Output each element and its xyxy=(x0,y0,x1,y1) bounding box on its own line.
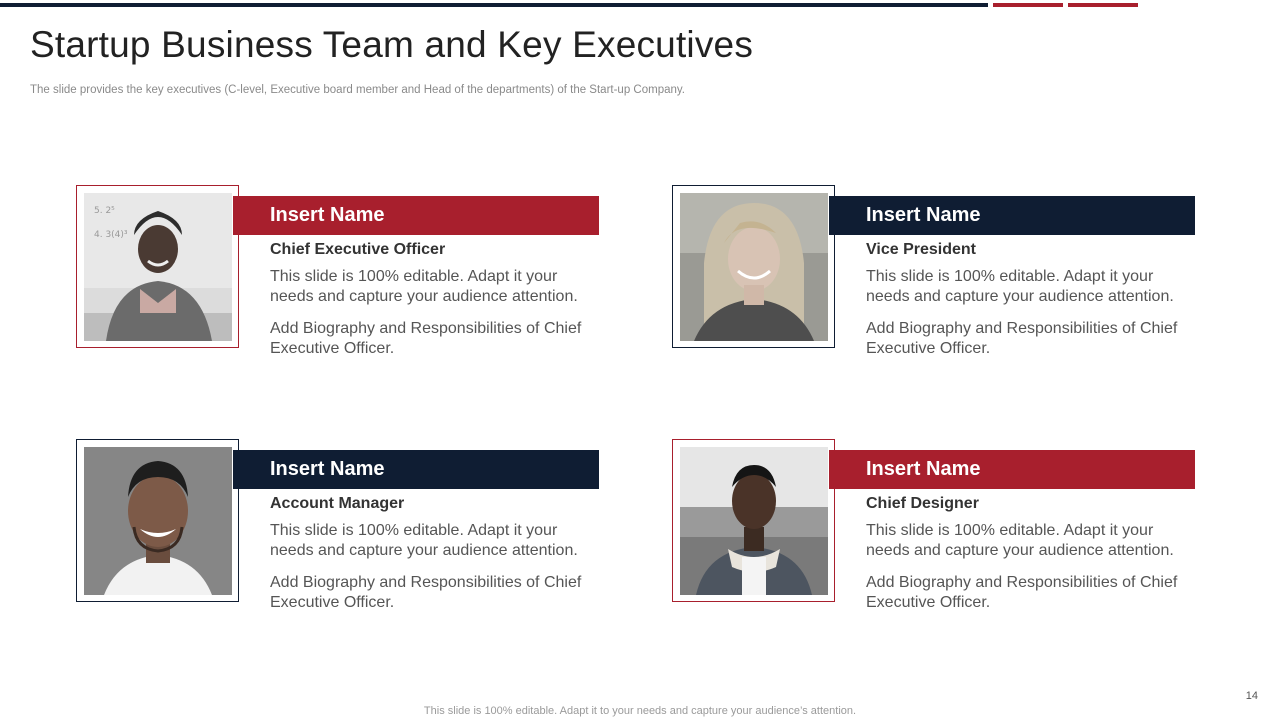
photo-frame xyxy=(76,439,239,602)
executive-name-bar: Insert Name xyxy=(829,450,1195,489)
executive-description: This slide is 100% editable. Adapt it your needs and capture your audience attention. xyxy=(270,522,578,559)
executive-role: Vice President xyxy=(866,241,976,258)
executive-card-chief-designer xyxy=(672,439,1212,609)
top-accent-bar-red xyxy=(1068,3,1138,7)
executive-name-bar: Insert Name xyxy=(233,450,599,489)
footer-note: This slide is 100% editable. Adapt it to your needs and capture your audience’s attention. xyxy=(423,705,857,717)
executive-photo xyxy=(680,447,828,595)
executive-bio: Add Biography and Responsibilities of Chief Executive Officer. xyxy=(270,320,582,357)
photo-frame xyxy=(672,185,835,348)
executive-card-vp xyxy=(672,185,1212,355)
executive-name-bar: Insert Name xyxy=(233,196,599,235)
executive-role: Chief Designer xyxy=(866,495,979,512)
executive-bio: Add Biography and Responsibilities of Chief Executive Officer. xyxy=(866,320,1178,357)
executive-bio: Add Biography and Responsibilities of Chief Executive Officer. xyxy=(270,574,582,611)
executive-photo xyxy=(84,447,232,595)
page-number: 14 xyxy=(1245,690,1258,702)
executive-photo xyxy=(84,193,232,341)
executive-role: Account Manager xyxy=(270,495,405,512)
slide-title: Startup Business Team and Key Executives xyxy=(30,24,754,65)
executive-description: This slide is 100% editable. Adapt it your needs and capture your audience attention. xyxy=(866,268,1174,305)
executive-description: This slide is 100% editable. Adapt it your needs and capture your audience attention. xyxy=(270,268,578,305)
top-accent-bar-red xyxy=(993,3,1063,7)
executive-card-account-manager xyxy=(76,439,616,609)
executive-photo xyxy=(680,193,828,341)
top-accent-bar-navy xyxy=(0,3,988,7)
svg-text:5. 2⁵: 5. 2⁵ xyxy=(94,206,115,216)
executive-name-bar: Insert Name xyxy=(829,196,1195,235)
photo-frame xyxy=(672,439,835,602)
svg-text:4. 3(4)³: 4. 3(4)³ xyxy=(94,230,128,240)
photo-frame xyxy=(76,185,239,348)
executive-role: Chief Executive Officer xyxy=(270,241,446,258)
executive-card-ceo xyxy=(76,185,616,355)
executive-description: This slide is 100% editable. Adapt it your needs and capture your audience attention. xyxy=(866,522,1174,559)
slide-subtitle: The slide provides the key executives (C-level, Executive board member and Head of the departments) of the Start-up Company. xyxy=(30,84,685,96)
executive-bio: Add Biography and Responsibilities of Chief Executive Officer. xyxy=(866,574,1178,611)
